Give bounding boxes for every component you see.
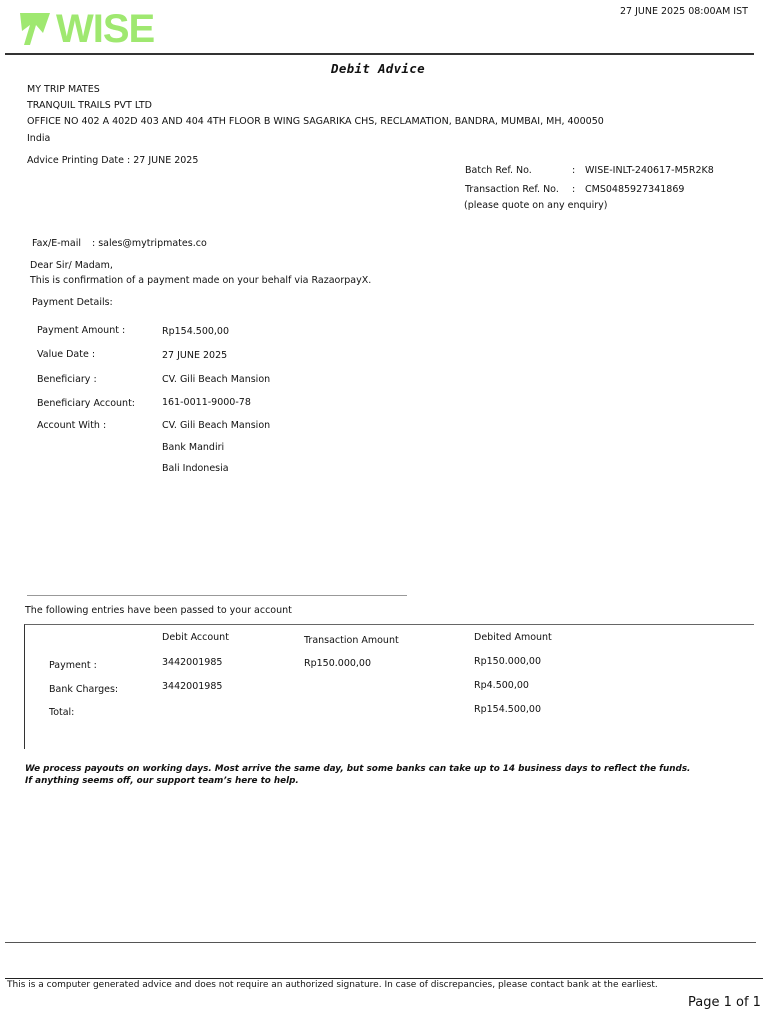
- beneficiary-account-label: Beneficiary Account:: [37, 398, 136, 409]
- address-line-4: India: [27, 133, 51, 144]
- batch-ref-colon: :: [572, 165, 576, 176]
- account-with-label: Account With :: [37, 420, 107, 431]
- note-line-2: If anything seems off, our support team’s here to help.: [25, 776, 299, 786]
- value-date-label: Value Date :: [37, 349, 96, 360]
- debit-account-header: Debit Account: [162, 632, 229, 643]
- debited-amount-header: Debited Amount: [474, 632, 552, 643]
- account-with-line-2: Bank Mandiri: [162, 442, 225, 453]
- batch-ref-value: WISE-INLT-240617-M5R2K8: [585, 165, 714, 176]
- row-payment-label: Payment :: [49, 660, 97, 671]
- row-charges-debited-amount: Rp4.500,00: [474, 680, 529, 691]
- transaction-ref-colon: :: [572, 184, 576, 195]
- account-with-line-3: Bali Indonesia: [162, 463, 229, 474]
- payment-details-heading: Payment Details:: [32, 297, 113, 308]
- row-total-debited-amount: Rp154.500,00: [474, 704, 542, 715]
- payment-amount-label: Payment Amount :: [37, 325, 126, 336]
- footer-divider-top: [5, 942, 756, 943]
- page-title: Debit Advice: [331, 61, 425, 76]
- batch-ref-label: Batch Ref. No.: [465, 165, 532, 176]
- fax-email-value: : sales@mytripmates.co: [92, 238, 207, 249]
- row-payment-debited-amount: Rp150.000,00: [474, 656, 542, 667]
- note-line-1: We process payouts on working days. Most arrive the same day, but some banks can take up to 14 business days to reflect the funds.: [25, 764, 691, 774]
- beneficiary-value: CV. Gili Beach Mansion: [162, 374, 271, 385]
- fax-email-label: Fax/E-mail: [32, 238, 82, 249]
- address-line-3: OFFICE NO 402 A 402D 403 AND 404 4TH FLOOR B WING SAGARIKA CHS, RECLAMATION, BANDRA, MUMBAI, MH, 400050: [27, 116, 604, 127]
- value-date-value: 27 JUNE 2025: [162, 350, 228, 361]
- wise-logo-text: WISE: [56, 9, 155, 49]
- transaction-amount-header: Transaction Amount: [304, 635, 399, 646]
- wise-logo: [20, 9, 170, 49]
- account-with-line-1: CV. Gili Beach Mansion: [162, 420, 271, 431]
- page-number: Page 1 of 1: [688, 995, 761, 1010]
- row-charges-label: Bank Charges:: [49, 684, 119, 695]
- timestamp: 27 JUNE 2025 08:00AM IST: [620, 6, 748, 17]
- advice-printing-date: Advice Printing Date : 27 JUNE 2025: [27, 155, 199, 166]
- quote-note: (please quote on any enquiry): [464, 200, 608, 211]
- row-total-label: Total:: [49, 707, 75, 718]
- disclaimer: This is a computer generated advice and does not require an authorized signature. In case of discrepancies, please contact bank at the earliest.: [7, 980, 658, 990]
- header-divider: [5, 53, 754, 55]
- beneficiary-label: Beneficiary :: [37, 374, 97, 385]
- payment-amount-value: Rp154.500,00: [162, 326, 230, 337]
- beneficiary-account-value: 161-0011-9000-78: [162, 397, 251, 408]
- row-payment-transaction-amount: Rp150.000,00: [304, 658, 372, 669]
- row-charges-debit-account: 3442001985: [162, 681, 223, 692]
- footer-divider-bottom: [5, 978, 763, 979]
- greeting: Dear Sir/ Madam,: [30, 260, 113, 271]
- transaction-ref-value: CMS0485927341869: [585, 184, 685, 195]
- intro-text: This is confirmation of a payment made on your behalf via RazaorpayX.: [30, 275, 372, 286]
- row-payment-debit-account: 3442001985: [162, 657, 223, 668]
- address-line-2: TRANQUIL TRAILS PVT LTD: [27, 100, 152, 111]
- entries-heading: The following entries have been passed to your account: [25, 605, 292, 616]
- section-divider: [27, 595, 407, 596]
- address-line-1: MY TRIP MATES: [27, 84, 100, 95]
- transaction-ref-label: Transaction Ref. No.: [465, 184, 559, 195]
